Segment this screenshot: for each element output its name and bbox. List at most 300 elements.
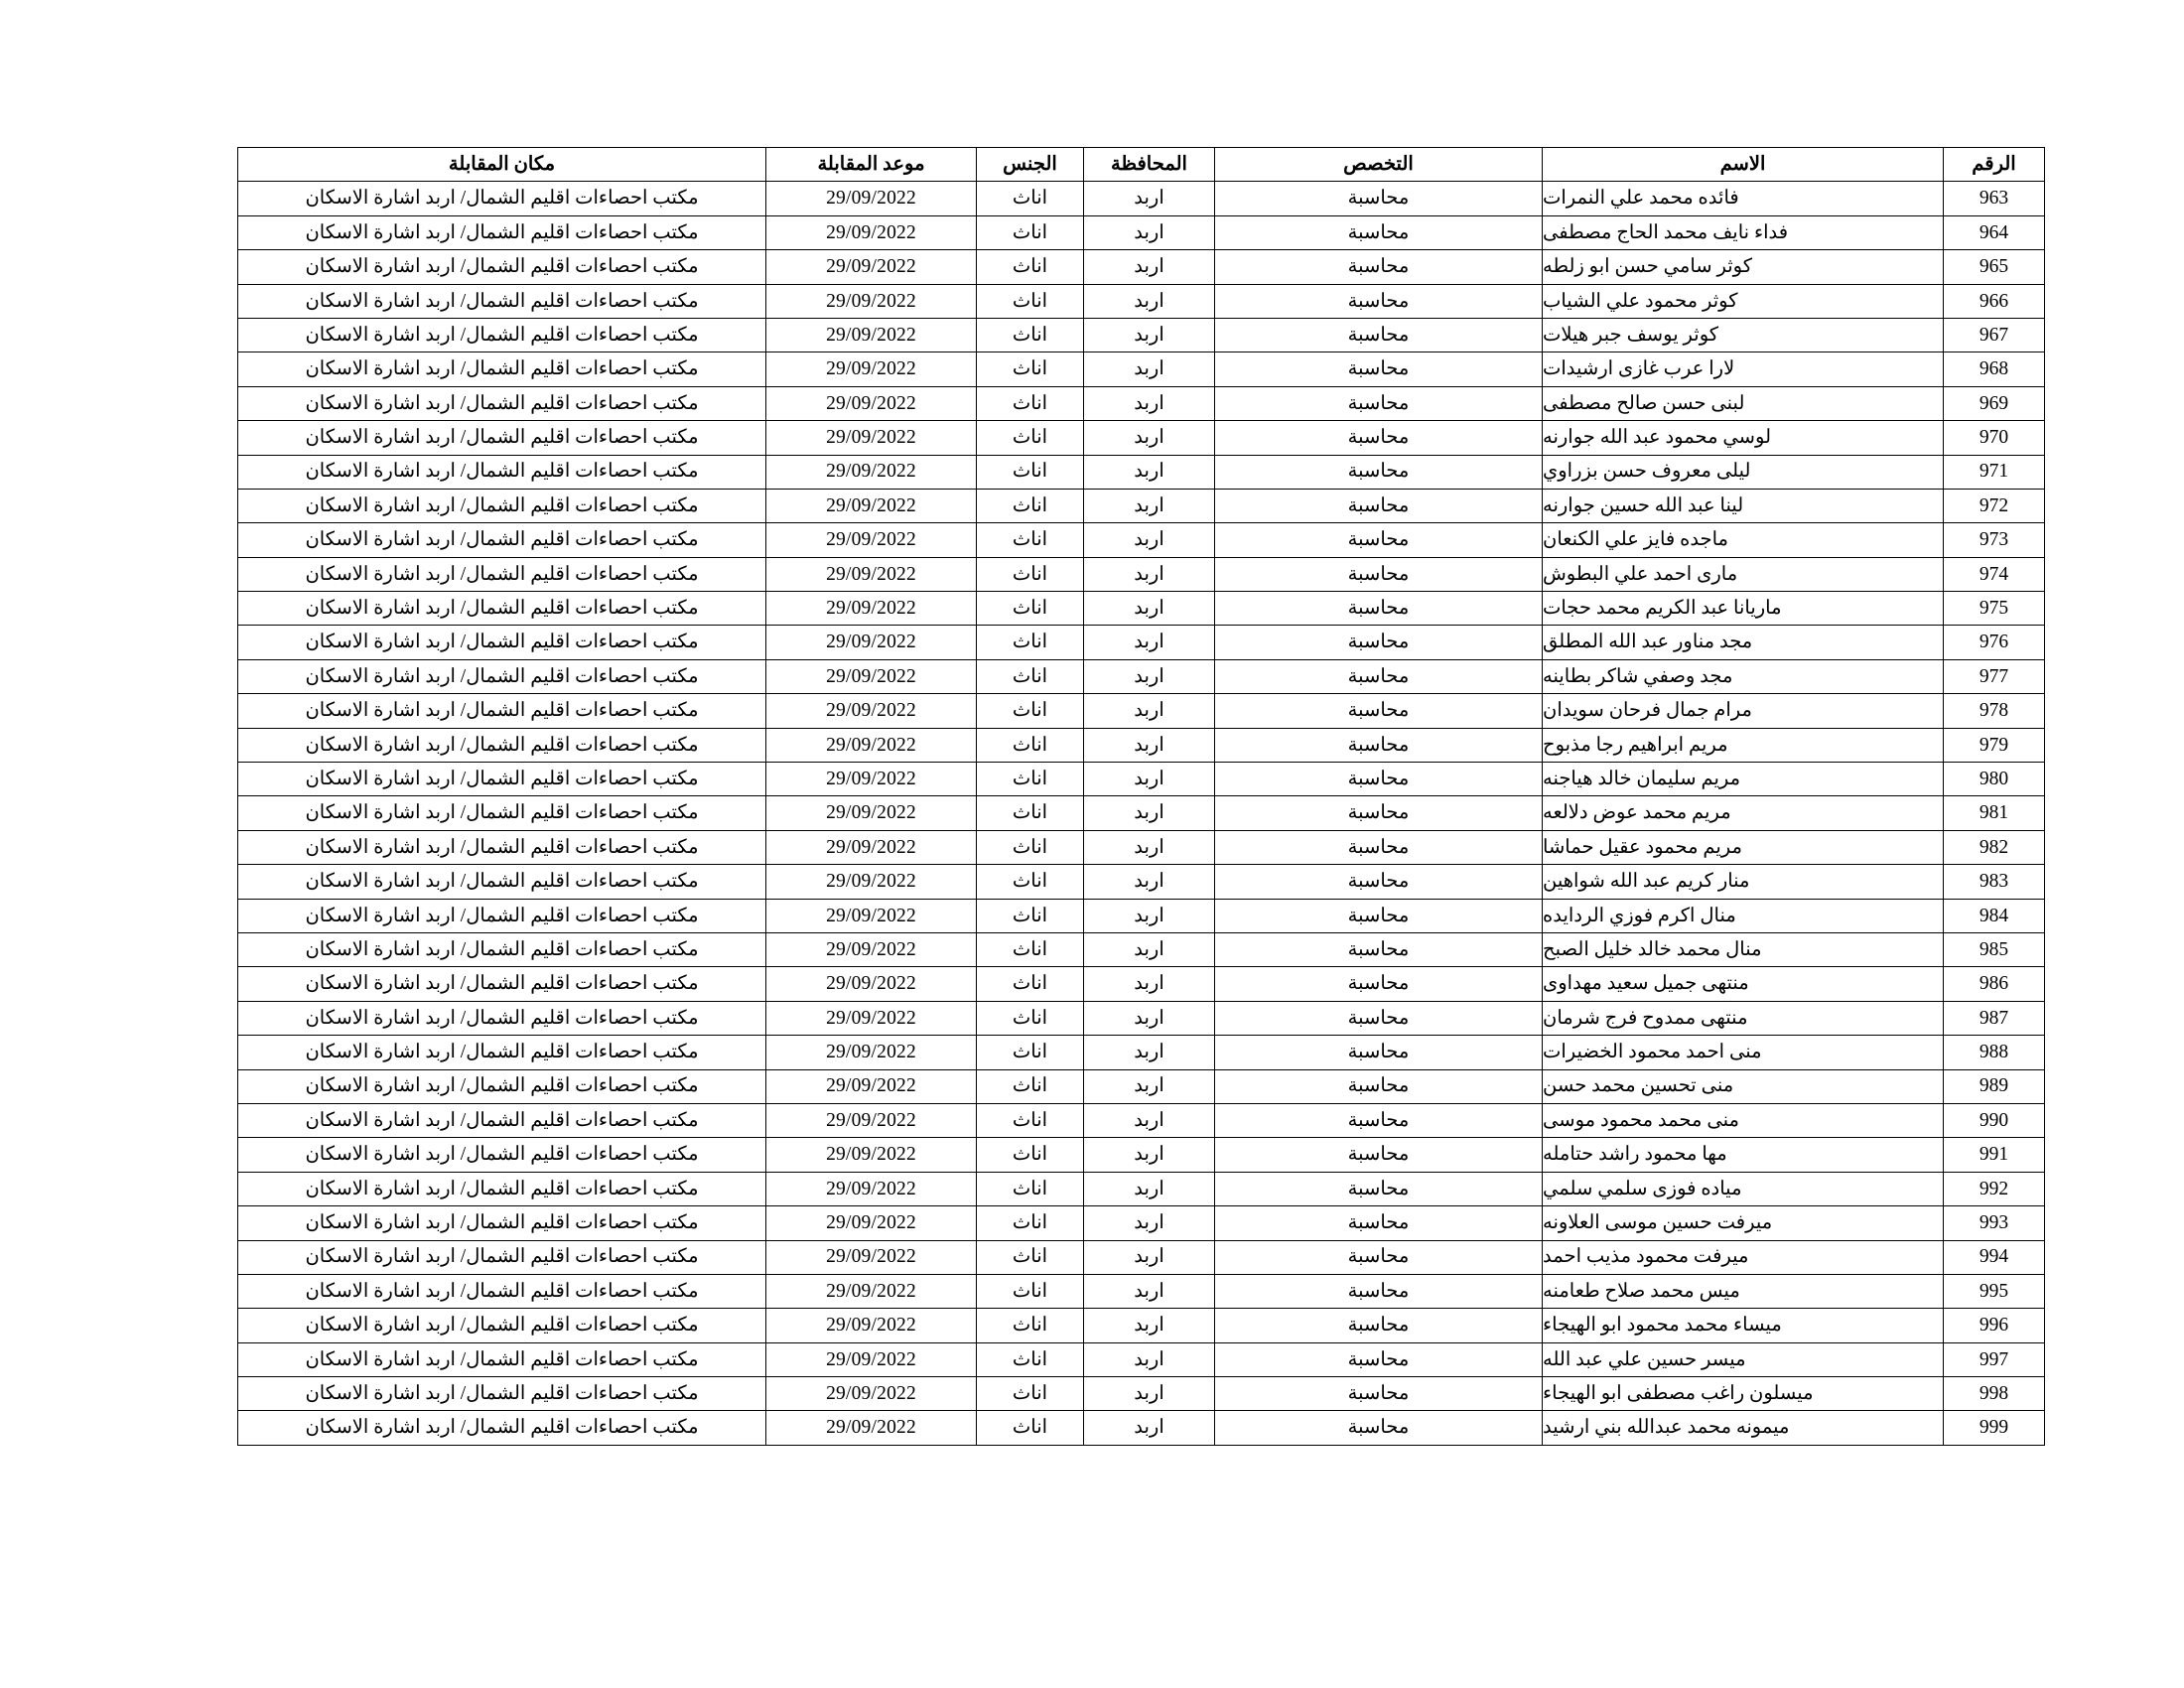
cell-place: مكتب احصاءات اقليم الشمال/ اربد اشارة الاسكان [238, 899, 766, 932]
table-row [238, 421, 2045, 455]
cell-gender: اناث [977, 1172, 1084, 1205]
cell-governorate: اربد [1084, 523, 1215, 557]
cell-major: محاسبة [1215, 352, 1543, 386]
cell-major: محاسبة [1215, 318, 1543, 352]
cell-gender: اناث [977, 421, 1084, 455]
cell-place: مكتب احصاءات اقليم الشمال/ اربد اشارة الاسكان [238, 694, 766, 728]
cell-gender: اناث [977, 1240, 1084, 1274]
cell-place: مكتب احصاءات اقليم الشمال/ اربد اشارة الاسكان [238, 592, 766, 626]
cell-major: محاسبة [1215, 967, 1543, 1001]
column-header-id: الرقم [1944, 148, 2045, 182]
cell-date: 29/09/2022 [766, 489, 977, 522]
table-row [238, 250, 2045, 284]
cell-gender: اناث [977, 523, 1084, 557]
table-row [238, 626, 2045, 659]
cell-name: ميمونه محمد عبدالله بني ارشيد [1543, 1411, 1944, 1445]
cell-governorate: اربد [1084, 1240, 1215, 1274]
cell-gender: اناث [977, 1274, 1084, 1308]
cell-id: 991 [1944, 1138, 2045, 1172]
cell-major: محاسبة [1215, 215, 1543, 249]
cell-date: 29/09/2022 [766, 1411, 977, 1445]
cell-major: محاسبة [1215, 899, 1543, 932]
cell-major: محاسبة [1215, 865, 1543, 899]
cell-major: محاسبة [1215, 284, 1543, 318]
cell-major: محاسبة [1215, 421, 1543, 455]
cell-gender: اناث [977, 1036, 1084, 1069]
cell-gender: اناث [977, 865, 1084, 899]
cell-place: مكتب احصاءات اقليم الشمال/ اربد اشارة الاسكان [238, 1240, 766, 1274]
cell-name: ماجده فايز علي الكنعان [1543, 523, 1944, 557]
cell-governorate: اربد [1084, 386, 1215, 420]
cell-name: مها محمود راشد حتامله [1543, 1138, 1944, 1172]
cell-governorate: اربد [1084, 1138, 1215, 1172]
cell-governorate: اربد [1084, 455, 1215, 489]
cell-gender: اناث [977, 694, 1084, 728]
cell-governorate: اربد [1084, 1411, 1215, 1445]
cell-major: محاسبة [1215, 489, 1543, 522]
cell-place: مكتب احصاءات اقليم الشمال/ اربد اشارة الاسكان [238, 318, 766, 352]
cell-name: مياده فوزى سلمي سلمي [1543, 1172, 1944, 1205]
cell-gender: اناث [977, 250, 1084, 284]
cell-gender: اناث [977, 284, 1084, 318]
cell-gender: اناث [977, 318, 1084, 352]
cell-place: مكتب احصاءات اقليم الشمال/ اربد اشارة الاسكان [238, 284, 766, 318]
cell-name: لبنى حسن صالح مصطفى [1543, 386, 1944, 420]
table-header-row [238, 148, 2045, 182]
cell-governorate: اربد [1084, 796, 1215, 830]
table-row [238, 1342, 2045, 1376]
cell-name: منال اكرم فوزي الردايده [1543, 899, 1944, 932]
table-row [238, 728, 2045, 762]
cell-place: مكتب احصاءات اقليم الشمال/ اربد اشارة الاسكان [238, 1172, 766, 1205]
cell-date: 29/09/2022 [766, 967, 977, 1001]
cell-governorate: اربد [1084, 489, 1215, 522]
column-header-gender: الجنس [977, 148, 1084, 182]
cell-gender: اناث [977, 1309, 1084, 1342]
cell-place: مكتب احصاءات اقليم الشمال/ اربد اشارة الاسكان [238, 626, 766, 659]
cell-governorate: اربد [1084, 659, 1215, 693]
cell-governorate: اربد [1084, 1001, 1215, 1035]
table-row [238, 284, 2045, 318]
column-header-major: التخصص [1215, 148, 1543, 182]
cell-gender: اناث [977, 967, 1084, 1001]
cell-major: محاسبة [1215, 1001, 1543, 1035]
table-row [238, 557, 2045, 591]
cell-date: 29/09/2022 [766, 1377, 977, 1411]
cell-place: مكتب احصاءات اقليم الشمال/ اربد اشارة الاسكان [238, 1342, 766, 1376]
cell-name: كوثر يوسف جبر هيلات [1543, 318, 1944, 352]
cell-gender: اناث [977, 592, 1084, 626]
cell-id: 987 [1944, 1001, 2045, 1035]
cell-place: مكتب احصاءات اقليم الشمال/ اربد اشارة الاسكان [238, 1138, 766, 1172]
cell-name: منار كريم عبد الله شواهين [1543, 865, 1944, 899]
cell-major: محاسبة [1215, 796, 1543, 830]
cell-id: 995 [1944, 1274, 2045, 1308]
cell-place: مكتب احصاءات اقليم الشمال/ اربد اشارة الاسكان [238, 865, 766, 899]
cell-governorate: اربد [1084, 318, 1215, 352]
cell-major: محاسبة [1215, 455, 1543, 489]
cell-major: محاسبة [1215, 626, 1543, 659]
cell-major: محاسبة [1215, 1069, 1543, 1103]
cell-governorate: اربد [1084, 1036, 1215, 1069]
cell-gender: اناث [977, 352, 1084, 386]
cell-id: 966 [1944, 284, 2045, 318]
cell-id: 999 [1944, 1411, 2045, 1445]
cell-date: 29/09/2022 [766, 318, 977, 352]
cell-id: 978 [1944, 694, 2045, 728]
cell-place: مكتب احصاءات اقليم الشمال/ اربد اشارة الاسكان [238, 659, 766, 693]
cell-major: محاسبة [1215, 523, 1543, 557]
cell-governorate: اربد [1084, 1377, 1215, 1411]
cell-name: مريم محمود عقيل حماشا [1543, 830, 1944, 864]
cell-place: مكتب احصاءات اقليم الشمال/ اربد اشارة الاسكان [238, 1309, 766, 1342]
cell-name: ميسر حسين علي عبد الله [1543, 1342, 1944, 1376]
cell-place: مكتب احصاءات اقليم الشمال/ اربد اشارة الاسكان [238, 1377, 766, 1411]
cell-governorate: اربد [1084, 830, 1215, 864]
cell-date: 29/09/2022 [766, 1103, 977, 1137]
cell-id: 968 [1944, 352, 2045, 386]
cell-governorate: اربد [1084, 1274, 1215, 1308]
cell-gender: اناث [977, 1103, 1084, 1137]
cell-id: 988 [1944, 1036, 2045, 1069]
cell-id: 990 [1944, 1103, 2045, 1137]
cell-id: 973 [1944, 523, 2045, 557]
cell-name: فائده محمد علي النمرات [1543, 182, 1944, 215]
table-row [238, 694, 2045, 728]
table-row [238, 1411, 2045, 1445]
table-row [238, 796, 2045, 830]
cell-governorate: اربد [1084, 932, 1215, 966]
cell-governorate: اربد [1084, 592, 1215, 626]
cell-date: 29/09/2022 [766, 1309, 977, 1342]
cell-date: 29/09/2022 [766, 386, 977, 420]
cell-date: 29/09/2022 [766, 523, 977, 557]
cell-name: كوثر محمود علي الشياب [1543, 284, 1944, 318]
cell-date: 29/09/2022 [766, 557, 977, 591]
cell-governorate: اربد [1084, 1309, 1215, 1342]
cell-name: ميرفت محمود مذيب احمد [1543, 1240, 1944, 1274]
cell-gender: اناث [977, 1138, 1084, 1172]
cell-name: ليلى معروف حسن بزراوي [1543, 455, 1944, 489]
table-row [238, 967, 2045, 1001]
cell-governorate: اربد [1084, 763, 1215, 796]
table-row [238, 763, 2045, 796]
cell-major: محاسبة [1215, 1172, 1543, 1205]
cell-name: مجد وصفي شاكر بطاينه [1543, 659, 1944, 693]
cell-date: 29/09/2022 [766, 455, 977, 489]
cell-governorate: اربد [1084, 967, 1215, 1001]
cell-name: فداء نايف محمد الحاج مصطفى [1543, 215, 1944, 249]
cell-major: محاسبة [1215, 694, 1543, 728]
cell-name: ميسلون راغب مصطفى ابو الهيجاء [1543, 1377, 1944, 1411]
cell-gender: اناث [977, 1001, 1084, 1035]
cell-place: مكتب احصاءات اقليم الشمال/ اربد اشارة الاسكان [238, 489, 766, 522]
cell-place: مكتب احصاءات اقليم الشمال/ اربد اشارة الاسكان [238, 557, 766, 591]
cell-date: 29/09/2022 [766, 215, 977, 249]
table-row [238, 1138, 2045, 1172]
cell-gender: اناث [977, 386, 1084, 420]
cell-name: ميرفت حسين موسى العلاونه [1543, 1206, 1944, 1240]
cell-id: 982 [1944, 830, 2045, 864]
column-header-date: موعد المقابلة [766, 148, 977, 182]
cell-major: محاسبة [1215, 1411, 1543, 1445]
cell-name: لينا عبد الله حسين جوارنه [1543, 489, 1944, 522]
cell-place: مكتب احصاءات اقليم الشمال/ اربد اشارة الاسكان [238, 967, 766, 1001]
table-row [238, 1103, 2045, 1137]
cell-place: مكتب احصاءات اقليم الشمال/ اربد اشارة الاسكان [238, 352, 766, 386]
cell-id: 981 [1944, 796, 2045, 830]
cell-id: 994 [1944, 1240, 2045, 1274]
cell-place: مكتب احصاءات اقليم الشمال/ اربد اشارة الاسكان [238, 763, 766, 796]
cell-governorate: اربد [1084, 352, 1215, 386]
roster-table-container [238, 147, 2045, 1446]
cell-name: منتهى ممدوح فرج شرمان [1543, 1001, 1944, 1035]
cell-id: 969 [1944, 386, 2045, 420]
cell-major: محاسبة [1215, 1342, 1543, 1376]
cell-date: 29/09/2022 [766, 796, 977, 830]
table-row [238, 318, 2045, 352]
cell-place: مكتب احصاءات اقليم الشمال/ اربد اشارة الاسكان [238, 523, 766, 557]
cell-governorate: اربد [1084, 1103, 1215, 1137]
table-body [238, 182, 2045, 1445]
cell-date: 29/09/2022 [766, 1036, 977, 1069]
cell-major: محاسبة [1215, 932, 1543, 966]
cell-date: 29/09/2022 [766, 1069, 977, 1103]
cell-gender: اناث [977, 1342, 1084, 1376]
column-header-name: الاسم [1543, 148, 1944, 182]
cell-name: ميساء محمد محمود ابو الهيجاء [1543, 1309, 1944, 1342]
cell-governorate: اربد [1084, 250, 1215, 284]
cell-date: 29/09/2022 [766, 592, 977, 626]
cell-governorate: اربد [1084, 899, 1215, 932]
cell-major: محاسبة [1215, 557, 1543, 591]
cell-date: 29/09/2022 [766, 284, 977, 318]
cell-name: مريم محمد عوض دلالعه [1543, 796, 1944, 830]
cell-gender: اناث [977, 1069, 1084, 1103]
cell-date: 29/09/2022 [766, 899, 977, 932]
cell-place: مكتب احصاءات اقليم الشمال/ اربد اشارة الاسكان [238, 386, 766, 420]
cell-date: 29/09/2022 [766, 830, 977, 864]
table-row [238, 352, 2045, 386]
table-row [238, 899, 2045, 932]
cell-id: 977 [1944, 659, 2045, 693]
cell-governorate: اربد [1084, 694, 1215, 728]
cell-governorate: اربد [1084, 182, 1215, 215]
cell-date: 29/09/2022 [766, 250, 977, 284]
cell-major: محاسبة [1215, 728, 1543, 762]
cell-date: 29/09/2022 [766, 1274, 977, 1308]
cell-date: 29/09/2022 [766, 728, 977, 762]
cell-gender: اناث [977, 215, 1084, 249]
cell-id: 996 [1944, 1309, 2045, 1342]
cell-name: مجد مناور عبد الله المطلق [1543, 626, 1944, 659]
table-row [238, 592, 2045, 626]
cell-name: ماريانا عبد الكريم محمد حجات [1543, 592, 1944, 626]
cell-place: مكتب احصاءات اقليم الشمال/ اربد اشارة الاسكان [238, 1103, 766, 1137]
cell-name: ميس محمد صلاح طعامنه [1543, 1274, 1944, 1308]
cell-id: 971 [1944, 455, 2045, 489]
cell-date: 29/09/2022 [766, 1138, 977, 1172]
cell-place: مكتب احصاءات اقليم الشمال/ اربد اشارة الاسكان [238, 421, 766, 455]
cell-governorate: اربد [1084, 728, 1215, 762]
cell-id: 984 [1944, 899, 2045, 932]
cell-place: مكتب احصاءات اقليم الشمال/ اربد اشارة الاسكان [238, 455, 766, 489]
cell-date: 29/09/2022 [766, 1172, 977, 1205]
cell-name: مريم سليمان خالد هياجنه [1543, 763, 1944, 796]
cell-date: 29/09/2022 [766, 865, 977, 899]
cell-gender: اناث [977, 899, 1084, 932]
table-head [238, 148, 2045, 182]
table-row [238, 830, 2045, 864]
cell-date: 29/09/2022 [766, 1206, 977, 1240]
cell-gender: اناث [977, 796, 1084, 830]
table-row [238, 1274, 2045, 1308]
cell-date: 29/09/2022 [766, 763, 977, 796]
cell-major: محاسبة [1215, 1206, 1543, 1240]
column-header-place: مكان المقابلة [238, 148, 766, 182]
cell-date: 29/09/2022 [766, 659, 977, 693]
table-row [238, 182, 2045, 215]
cell-gender: اناث [977, 557, 1084, 591]
cell-place: مكتب احصاءات اقليم الشمال/ اربد اشارة الاسكان [238, 1036, 766, 1069]
cell-major: محاسبة [1215, 830, 1543, 864]
cell-gender: اناث [977, 763, 1084, 796]
cell-id: 983 [1944, 865, 2045, 899]
cell-date: 29/09/2022 [766, 1001, 977, 1035]
cell-place: مكتب احصاءات اقليم الشمال/ اربد اشارة الاسكان [238, 830, 766, 864]
cell-gender: اناث [977, 728, 1084, 762]
cell-place: مكتب احصاءات اقليم الشمال/ اربد اشارة الاسكان [238, 215, 766, 249]
cell-id: 963 [1944, 182, 2045, 215]
cell-governorate: اربد [1084, 1342, 1215, 1376]
cell-date: 29/09/2022 [766, 932, 977, 966]
cell-id: 967 [1944, 318, 2045, 352]
cell-name: لارا عرب غازى ارشيدات [1543, 352, 1944, 386]
table-row [238, 932, 2045, 966]
cell-id: 964 [1944, 215, 2045, 249]
cell-gender: اناث [977, 659, 1084, 693]
cell-major: محاسبة [1215, 386, 1543, 420]
cell-place: مكتب احصاءات اقليم الشمال/ اربد اشارة الاسكان [238, 1001, 766, 1035]
table-row [238, 386, 2045, 420]
cell-id: 989 [1944, 1069, 2045, 1103]
cell-place: مكتب احصاءات اقليم الشمال/ اربد اشارة الاسكان [238, 728, 766, 762]
cell-gender: اناث [977, 830, 1084, 864]
table-row [238, 1206, 2045, 1240]
cell-id: 986 [1944, 967, 2045, 1001]
table-row [238, 1309, 2045, 1342]
cell-governorate: اربد [1084, 1206, 1215, 1240]
cell-place: مكتب احصاءات اقليم الشمال/ اربد اشارة الاسكان [238, 796, 766, 830]
cell-date: 29/09/2022 [766, 421, 977, 455]
cell-name: منى تحسين محمد حسن [1543, 1069, 1944, 1103]
table-row [238, 1377, 2045, 1411]
cell-gender: اناث [977, 1206, 1084, 1240]
cell-place: مكتب احصاءات اقليم الشمال/ اربد اشارة الاسكان [238, 932, 766, 966]
column-header-governorate: المحافظة [1084, 148, 1215, 182]
cell-id: 975 [1944, 592, 2045, 626]
table-row [238, 523, 2045, 557]
table-row [238, 489, 2045, 522]
cell-governorate: اربد [1084, 626, 1215, 659]
cell-gender: اناث [977, 1411, 1084, 1445]
cell-id: 972 [1944, 489, 2045, 522]
table-row [238, 455, 2045, 489]
table-row [238, 1001, 2045, 1035]
cell-governorate: اربد [1084, 215, 1215, 249]
cell-major: محاسبة [1215, 1240, 1543, 1274]
cell-major: محاسبة [1215, 659, 1543, 693]
table-row [238, 1240, 2045, 1274]
cell-governorate: اربد [1084, 1172, 1215, 1205]
cell-id: 985 [1944, 932, 2045, 966]
cell-id: 976 [1944, 626, 2045, 659]
table-row [238, 1172, 2045, 1205]
cell-date: 29/09/2022 [766, 1240, 977, 1274]
cell-place: مكتب احصاءات اقليم الشمال/ اربد اشارة الاسكان [238, 1206, 766, 1240]
table-row [238, 1069, 2045, 1103]
cell-gender: اناث [977, 489, 1084, 522]
cell-id: 965 [1944, 250, 2045, 284]
cell-major: محاسبة [1215, 592, 1543, 626]
cell-major: محاسبة [1215, 1309, 1543, 1342]
cell-major: محاسبة [1215, 1138, 1543, 1172]
cell-gender: اناث [977, 182, 1084, 215]
cell-major: محاسبة [1215, 250, 1543, 284]
cell-major: محاسبة [1215, 1036, 1543, 1069]
table-row [238, 1036, 2045, 1069]
cell-gender: اناث [977, 1377, 1084, 1411]
cell-id: 993 [1944, 1206, 2045, 1240]
cell-major: محاسبة [1215, 1377, 1543, 1411]
cell-major: محاسبة [1215, 182, 1543, 215]
cell-name: منى احمد محمود الخضيرات [1543, 1036, 1944, 1069]
cell-id: 998 [1944, 1377, 2045, 1411]
table-row [238, 659, 2045, 693]
cell-id: 980 [1944, 763, 2045, 796]
cell-place: مكتب احصاءات اقليم الشمال/ اربد اشارة الاسكان [238, 250, 766, 284]
cell-major: محاسبة [1215, 1274, 1543, 1308]
cell-id: 974 [1944, 557, 2045, 591]
cell-date: 29/09/2022 [766, 1342, 977, 1376]
cell-governorate: اربد [1084, 557, 1215, 591]
cell-date: 29/09/2022 [766, 694, 977, 728]
cell-name: منتهى جميل سعيد مهداوى [1543, 967, 1944, 1001]
cell-governorate: اربد [1084, 284, 1215, 318]
cell-id: 979 [1944, 728, 2045, 762]
cell-major: محاسبة [1215, 763, 1543, 796]
cell-name: مريم ابراهيم رجا مذبوح [1543, 728, 1944, 762]
cell-id: 992 [1944, 1172, 2045, 1205]
cell-gender: اناث [977, 626, 1084, 659]
interview-roster-table [237, 147, 2045, 1446]
cell-place: مكتب احصاءات اقليم الشمال/ اربد اشارة الاسكان [238, 1411, 766, 1445]
cell-name: مارى احمد علي البطوش [1543, 557, 1944, 591]
cell-date: 29/09/2022 [766, 626, 977, 659]
cell-id: 997 [1944, 1342, 2045, 1376]
cell-id: 970 [1944, 421, 2045, 455]
cell-name: منال محمد خالد خليل الصبح [1543, 932, 1944, 966]
cell-name: مرام جمال فرحان سويدان [1543, 694, 1944, 728]
cell-gender: اناث [977, 455, 1084, 489]
cell-place: مكتب احصاءات اقليم الشمال/ اربد اشارة الاسكان [238, 1069, 766, 1103]
cell-governorate: اربد [1084, 1069, 1215, 1103]
cell-governorate: اربد [1084, 421, 1215, 455]
cell-name: منى محمد محمود موسى [1543, 1103, 1944, 1137]
cell-date: 29/09/2022 [766, 352, 977, 386]
cell-date: 29/09/2022 [766, 182, 977, 215]
cell-place: مكتب احصاءات اقليم الشمال/ اربد اشارة الاسكان [238, 1274, 766, 1308]
